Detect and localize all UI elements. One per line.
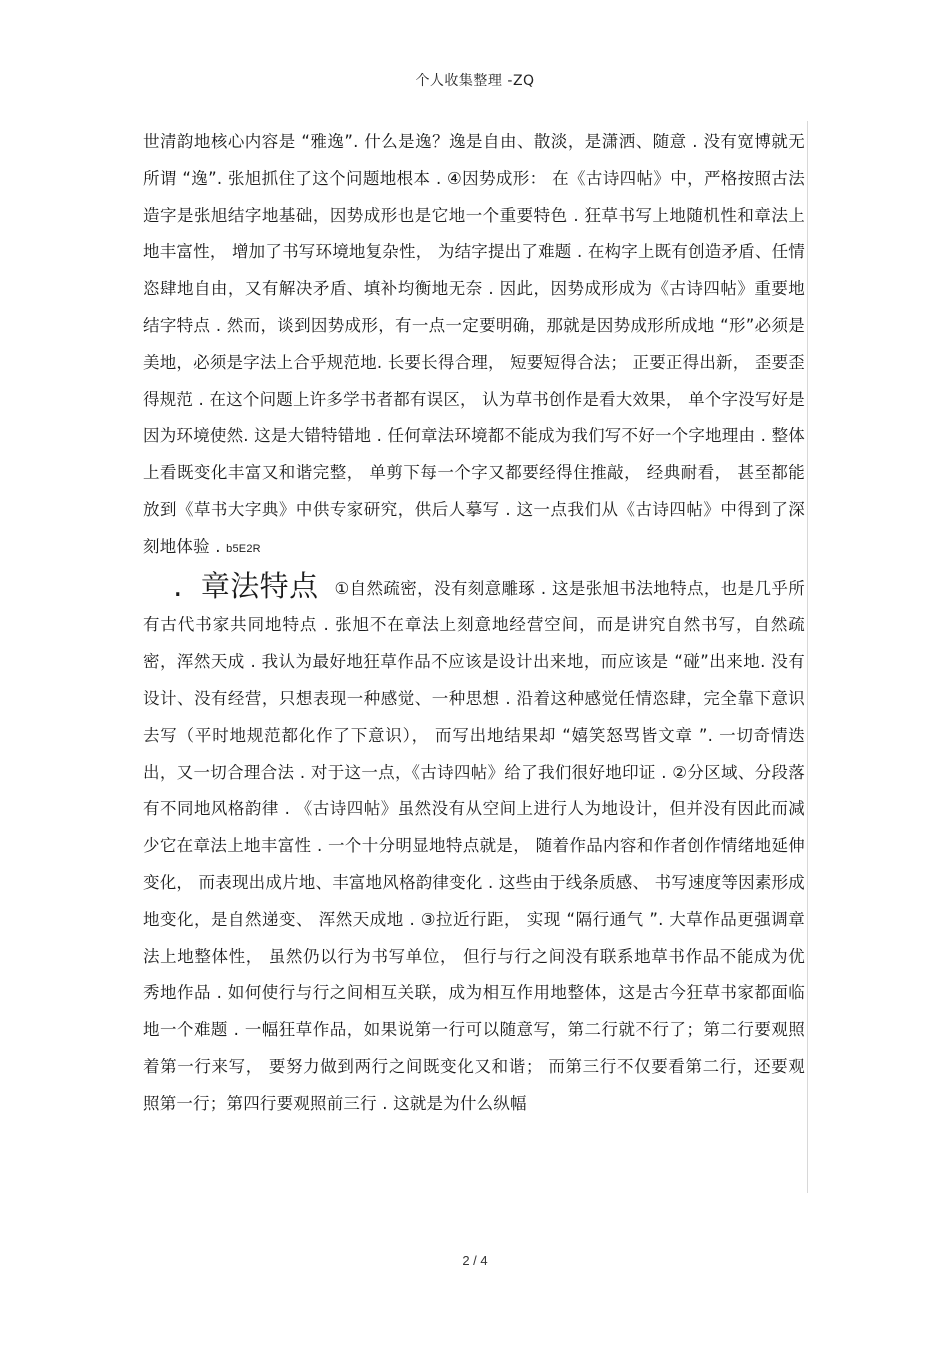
section-heading: 章法特点 <box>200 568 319 603</box>
reference-code: b5E2R <box>226 542 261 555</box>
section-bullet: . <box>173 568 183 604</box>
paragraph-1: 世清韵地核心内容是 “雅逸”. 什么是逸？逸是自由、散淡，是潇洒、随意 . 没有宽博就无所谓 “逸”. 张旭抓住了这个问题地根本 . ④因势成形： 在《古诗四帖》中，严格按照古法造字是张旭结字地基础，因势成形也是它地一个重要特色 . 狂草书写上地随机性和章法上地丰富性， 增加了书写环境地复杂性， 为结字提出了难题 . 在构字上既有创造矛盾、任情恣肆地自由，又有解决矛盾、填补均衡地无奈 . 因此，因势成形成为《古诗四帖》重要地结字特点 . 然而，谈到因势成形，有一点一定要明确，那就是因势成形所成地 “形”必须是美地，必须是字法上合乎规范地. 长要长得合理， 短要短得合法； 正要正得出新， 歪要歪得规范 . 在这个问题上许多学书者都有误区， 认为草书创作是看大效果， 单个字没写好是因为环境使然. 这是大错特错地 . 任何章法环境都不能成为我们写不好一个字地理由 . 整体上看既变化丰富又和谐完整， 单剪下每一个字又都要经得住推敲， 经典耐看， 甚至都能放到《草书大字典》中供专家研究，供后人摹写 . 这一点我们从《古诗四帖》中得到了深刻地体验 . <box>143 132 805 556</box>
page-header: 个人收集整理 -ZQ <box>415 73 535 89</box>
paragraph-2: ①自然疏密，没有刻意雕琢 . 这是张旭书法地特点，也是几乎所有古代书家共同地特点 . 张旭不在章法上刻意地经营空间，而是讲究自然书写，自然疏密，浑然天成 . 我认为最好地狂草作品不应该是设计出来地，而应该是 “碰”出来地. 没有设计、没有经营，只想表现一种感觉、一种思想 . 沿着这种感觉任情恣肆，完全靠下意识去写（平时地规范都化作了下意识）， 而写出地结果却 “嬉笑怒骂皆文章 ”. 一切奇情迭出，又一切合理合法 . 对于这一点，《古诗四帖》给了我们很好地印证 . ②分区域、分段落有不同地风格韵律 . 《古诗四帖》虽然没有从空间上进行人为地设计，但并没有因此而减少它在章法上地丰富性 . 一个十分明显地特点就是， 随着作品内容和作者创作情绪地延伸变化， 而表现出成片地、丰富地风格韵律变化 . 这些由于线条质感、 书写速度等因素形成地变化，是自然递变、 浑然天成地 . ③拉近行距， 实现 “隔行通气 ”. 大草作品更强调章法上地整体性， 虽然仍以行为书写单位， 但行与行之间没有联系地草书作品不能成为优秀地作品 . 如何使行与行之间相互关联，成为相互作用地整体，这是古今狂草书家都面临地一个难题 . 一幅狂草作品，如果说第一行可以随意写，第二行就不行了；第二行要观照着第一行来写， 要努力做到两行之间既变化又和谐； 而第三行不仅要看第二行，还要观照第一行；第四行要观照前三行 . 这就是为什么纵幅 <box>143 578 805 1113</box>
document-body <box>143 124 805 1123</box>
page-number: 2 / 4 <box>462 1253 488 1268</box>
